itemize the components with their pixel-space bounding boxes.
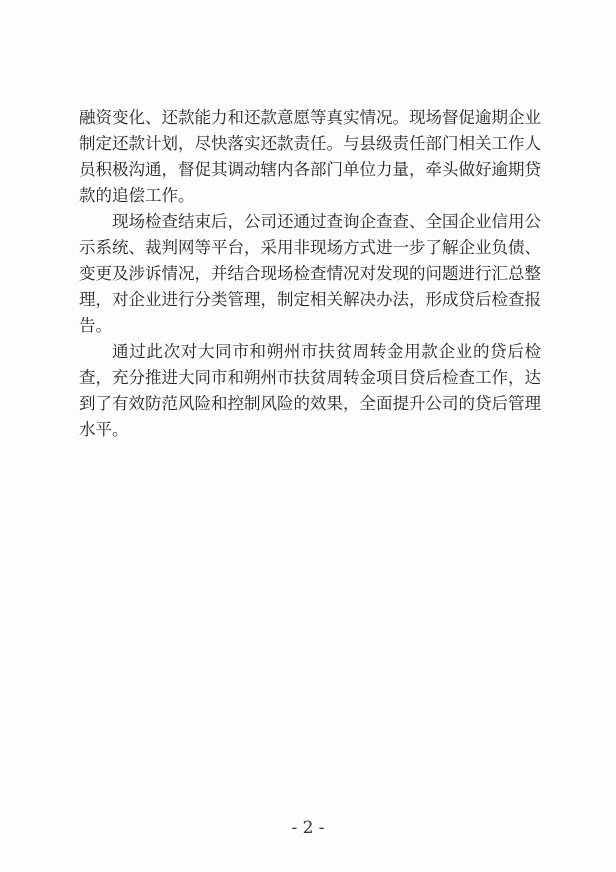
paragraph-conclusion: 通过此次对大同市和朔州市扶贫周转金用款企业的贷后检查，充分推进大同市和朔州市扶贫周转金项目贷后检查工作，达到了有效防范风险和控制风险的效果，全面提升公司的贷后管理水平。 — [79, 342, 541, 439]
paragraph-continuation: 融资变化、还款能力和还款意愿等真实情况。现场督促逾期企业制定还款计划，尽快落实还款责任。与县级责任部门相关工作人员积极沟通，督促其调动辖内各部门单位力量，牵头做好逾期贷款的追偿工作。 — [79, 108, 541, 205]
paragraph-offsite-check: 现场检查结束后，公司还通过查询企查查、全国企业信用公示系统、裁判网等平台，采用非现场方式进一步了解企业负债、变更及涉诉情况，并结合现场检查情况对发现的问题进行汇总整理，对企业进行分类管理，制定相关解决办法，形成贷后检查报告。 — [79, 212, 541, 335]
page-number: - 2 - — [291, 818, 325, 838]
document-body — [79, 105, 541, 443]
